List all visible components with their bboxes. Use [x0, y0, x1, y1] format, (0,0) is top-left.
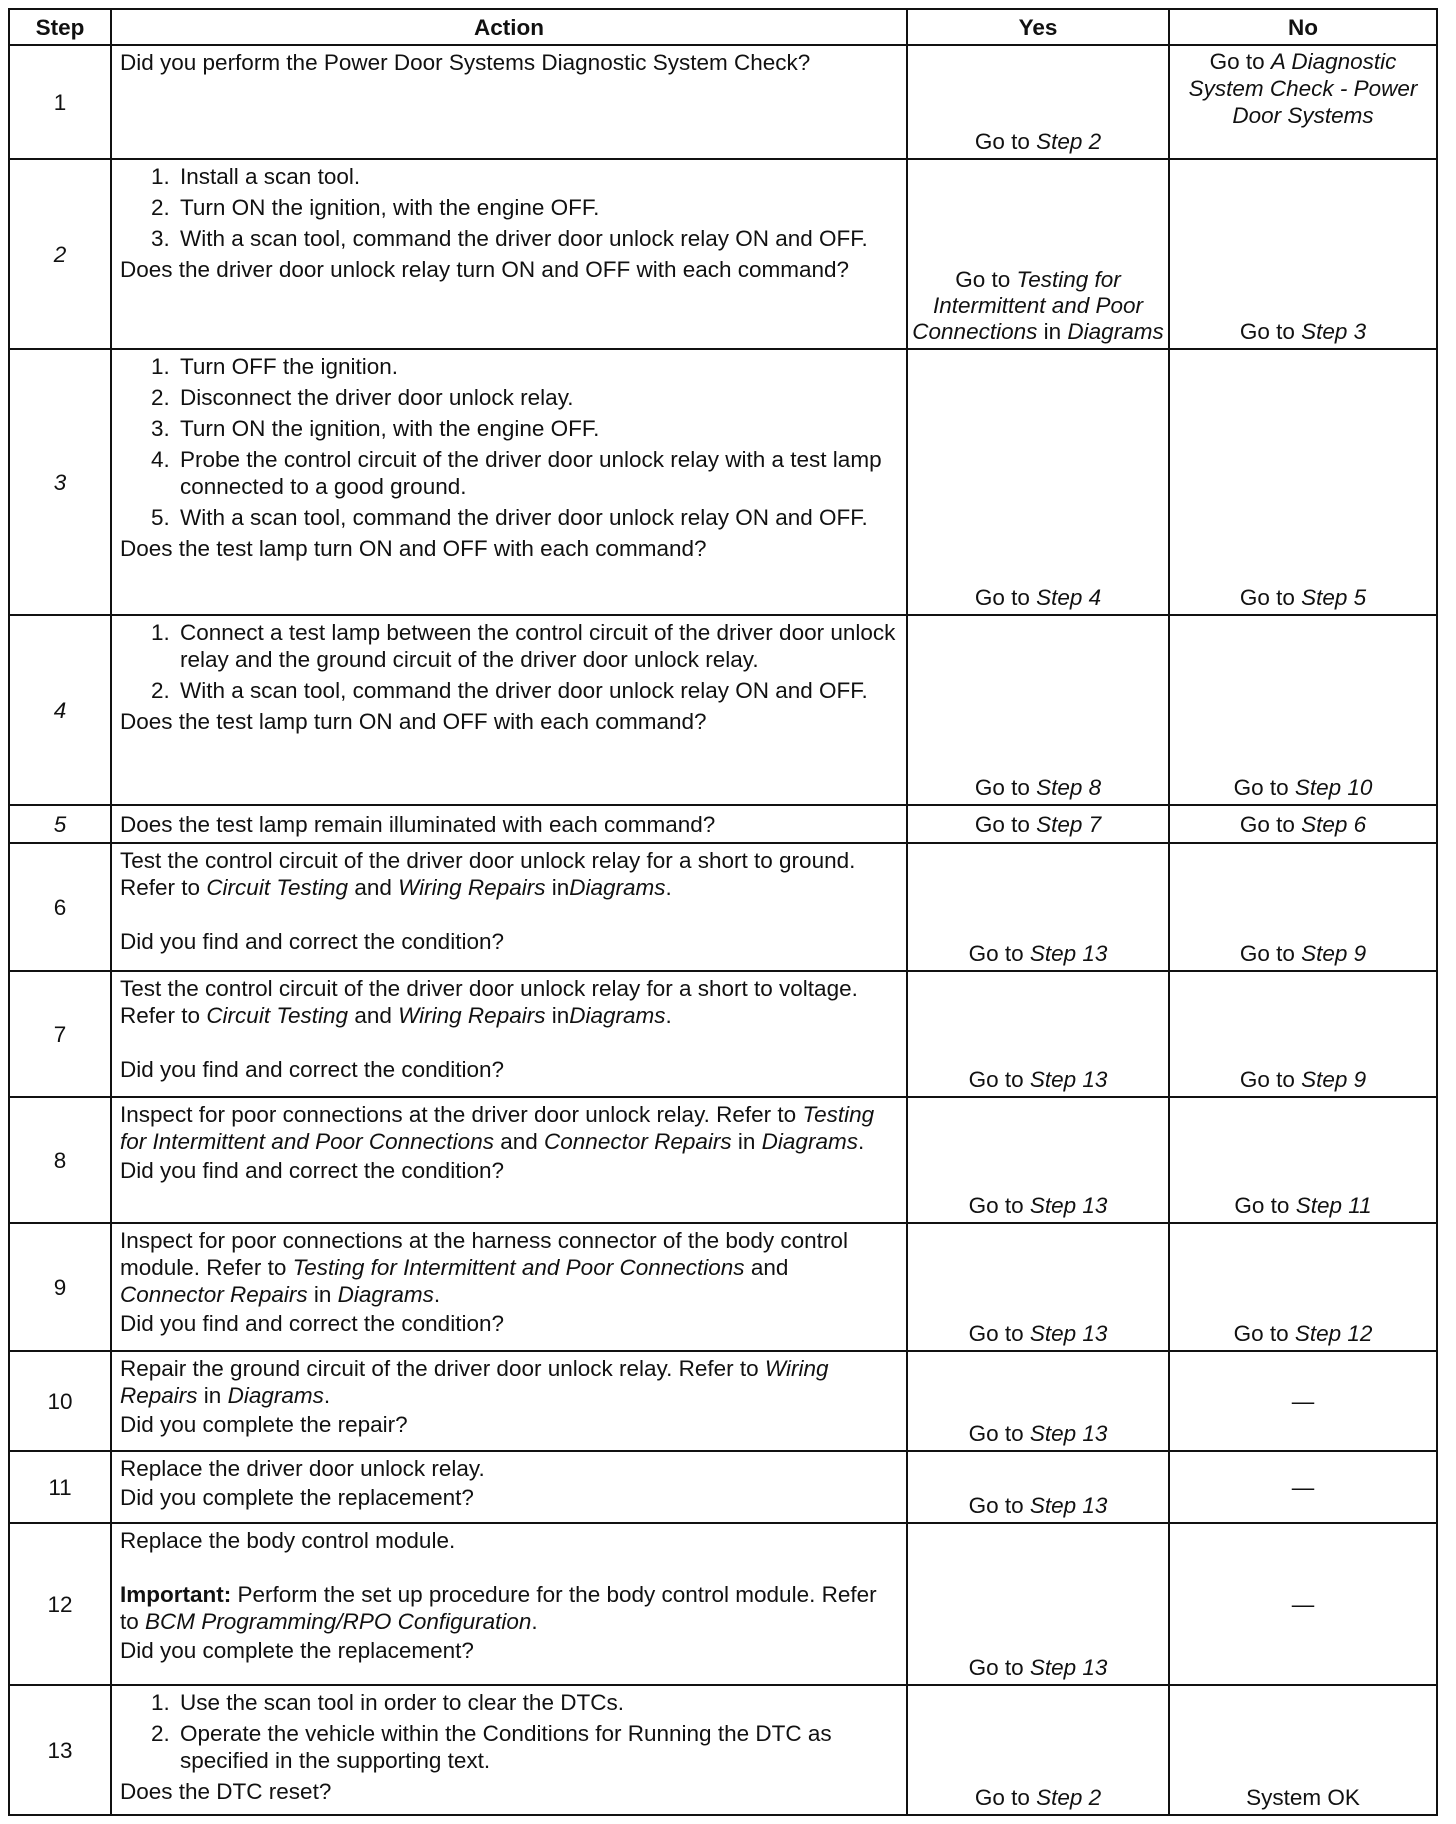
yes-target-link[interactable]: Step 4: [1036, 585, 1102, 610]
yes-cell: [907, 615, 1169, 805]
header-no: No: [1169, 9, 1437, 45]
header-step: Step: [9, 9, 111, 45]
yes-cell: [907, 805, 1169, 843]
action-cell: [111, 1223, 907, 1351]
important-text: Perform the set up procedure for the body control module. Refer to: [120, 1582, 877, 1634]
period: .: [323, 1383, 331, 1408]
goto-label: Go to: [1239, 585, 1295, 610]
period: .: [665, 875, 672, 900]
period: .: [433, 1282, 441, 1307]
diagnostic-table: [8, 8, 1438, 1816]
step-number: 10: [9, 1351, 111, 1451]
period: .: [665, 1003, 672, 1028]
action-cell: [111, 1523, 907, 1685]
action-cell: [111, 1685, 907, 1815]
action-question: Did you find and correct the condition?: [120, 1311, 504, 1336]
no-target-link[interactable]: A Diagnostic System Check - Power Door Systems: [1188, 49, 1418, 128]
yes-suffix-link[interactable]: Diagrams: [1067, 319, 1164, 344]
no-cell: [1169, 1685, 1437, 1815]
action-cell: [111, 1097, 907, 1223]
action-text: Replace the driver door unlock relay.: [120, 1456, 485, 1481]
in-label: in: [313, 1282, 332, 1307]
yes-cell: [907, 843, 1169, 971]
no-cell: [1169, 349, 1437, 615]
action-cell: [111, 45, 907, 159]
ref-circuit-testing[interactable]: Circuit Testing: [206, 1003, 349, 1028]
ref-connector-repairs[interactable]: Connector Repairs: [120, 1282, 308, 1307]
yes-cell: [907, 1523, 1169, 1685]
step-number: 12: [9, 1523, 111, 1685]
ref-testing-intermittent[interactable]: Testing for Intermittent and Poor Connections: [292, 1255, 745, 1280]
step-number: 1: [9, 45, 111, 159]
no-cell: [1169, 843, 1437, 971]
no-target-link[interactable]: Step 12: [1294, 1321, 1373, 1346]
yes-cell: [907, 971, 1169, 1097]
ref-bcm-programming[interactable]: BCM Programming/RPO Configuration: [145, 1609, 532, 1634]
yes-cell: [907, 159, 1169, 349]
step-number: 5: [9, 805, 111, 843]
table-row: [9, 843, 1437, 971]
and-label: and: [354, 875, 392, 900]
table-row: [9, 805, 1437, 843]
table-row: [9, 971, 1437, 1097]
ref-wiring-repairs[interactable]: Wiring Repairs: [120, 1356, 829, 1408]
ref-diagrams[interactable]: Diagrams: [227, 1383, 324, 1408]
list-item: 3. Turn ON the ignition, with the engine OFF.: [176, 415, 898, 442]
step-number: 3: [9, 349, 111, 615]
action-text-part: Test the control circuit of the driver door unlock relay for a short to voltage. Refer to: [120, 976, 858, 1028]
list-item: 3. With a scan tool, command the driver door unlock relay ON and OFF.: [176, 225, 898, 252]
action-text-part: Repair the ground circuit of the driver door unlock relay. Refer to: [120, 1356, 759, 1381]
header-action: Action: [111, 9, 907, 45]
step-number: 11: [9, 1451, 111, 1523]
action-text-part: Inspect for poor connections at the harness connector of the body control module. Refer to: [120, 1228, 848, 1280]
no-result-text: System OK: [1246, 1785, 1360, 1810]
no-target-link[interactable]: Step 5: [1301, 585, 1367, 610]
ref-circuit-testing[interactable]: Circuit Testing: [206, 875, 349, 900]
yes-cell: [907, 1097, 1169, 1223]
action-text: [120, 975, 898, 1029]
yes-target-link[interactable]: Step 7: [1036, 811, 1102, 837]
ref-diagrams[interactable]: Diagrams: [569, 875, 666, 900]
ref-diagrams[interactable]: Diagrams: [761, 1129, 858, 1154]
list-item: 1. Connect a test lamp between the control circuit of the driver door unlock relay and the ground circuit of the driver door unlock relay.: [176, 619, 898, 673]
no-cell: [1169, 159, 1437, 349]
action-question: Did you find and correct the condition?: [120, 1057, 504, 1082]
step-number: 2: [9, 159, 111, 349]
goto-label: Go to: [974, 1785, 1030, 1810]
goto-label: Go to: [1233, 775, 1289, 800]
action-text: Replace the body control module.: [120, 1528, 456, 1553]
action-steps-list: [120, 619, 898, 704]
no-cell: [1169, 805, 1437, 843]
action-question: Did you complete the repair?: [120, 1412, 408, 1437]
yes-cell: [907, 45, 1169, 159]
no-target-link[interactable]: Step 10: [1294, 775, 1373, 800]
table-row: [9, 159, 1437, 349]
table-row: [9, 1685, 1437, 1815]
yes-cell: [907, 1351, 1169, 1451]
yes-cell: [907, 1223, 1169, 1351]
action-text: [120, 1101, 898, 1155]
goto-label: Go to: [1233, 1321, 1289, 1346]
no-target-link[interactable]: Step 9: [1301, 1067, 1367, 1092]
goto-label: Go to: [1209, 49, 1265, 74]
goto-label: Go to: [968, 1193, 1024, 1218]
action-question: Did you complete the replacement?: [120, 1638, 474, 1663]
no-dash: —: [1291, 1388, 1315, 1414]
no-target-link[interactable]: Step 3: [1301, 319, 1367, 344]
yes-cell: [907, 1685, 1169, 1815]
goto-label: Go to: [974, 585, 1030, 610]
yes-target-link[interactable]: Step 13: [1029, 1493, 1108, 1518]
no-cell: [1169, 45, 1437, 159]
yes-target-link[interactable]: Step 13: [1029, 1421, 1108, 1446]
goto-label: Go to: [955, 267, 1011, 292]
action-question: Did you complete the replacement?: [120, 1485, 474, 1510]
yes-cell: [907, 349, 1169, 615]
yes-target-link[interactable]: Step 13: [1029, 1067, 1108, 1092]
action-cell: [111, 615, 907, 805]
step-number: 4: [9, 615, 111, 805]
step-number: 8: [9, 1097, 111, 1223]
ref-connector-repairs[interactable]: Connector Repairs: [544, 1129, 732, 1154]
action-question: Does the test lamp remain illuminated with each command?: [120, 811, 716, 837]
no-dash: —: [1291, 1474, 1315, 1500]
action-steps-list: [120, 163, 898, 252]
goto-label: Go to: [1239, 941, 1295, 966]
no-cell: [1169, 615, 1437, 805]
no-target-link[interactable]: Step 9: [1301, 941, 1367, 966]
no-target-link[interactable]: Step 11: [1295, 1193, 1372, 1218]
diagnostic-document: [8, 8, 1436, 1816]
table-row: [9, 1351, 1437, 1451]
important-note: [120, 1581, 898, 1635]
action-cell: [111, 805, 907, 843]
action-cell: [111, 1351, 907, 1451]
action-cell: [111, 349, 907, 615]
no-dash: —: [1291, 1591, 1315, 1617]
action-cell: [111, 159, 907, 349]
action-question: Does the DTC reset?: [120, 1779, 332, 1804]
goto-label: Go to: [974, 775, 1030, 800]
header-yes: Yes: [907, 9, 1169, 45]
action-text: [120, 1355, 898, 1409]
ref-diagrams[interactable]: Diagrams: [569, 1003, 666, 1028]
action-cell: [111, 1451, 907, 1523]
list-item: 2. With a scan tool, command the driver door unlock relay ON and OFF.: [176, 677, 898, 704]
table-row: [9, 349, 1437, 615]
goto-label: Go to: [968, 1321, 1024, 1346]
no-cell: [1169, 1451, 1437, 1523]
step-number: 6: [9, 843, 111, 971]
action-text: [120, 847, 898, 901]
action-question: Does the test lamp turn ON and OFF with each command?: [120, 709, 707, 734]
table-row: [9, 1451, 1437, 1523]
yes-target-link[interactable]: Testing for Intermittent and Poor Connections: [912, 267, 1144, 344]
no-cell: [1169, 1523, 1437, 1685]
and-label: and: [750, 1255, 789, 1280]
table-row: [9, 1223, 1437, 1351]
action-cell: [111, 971, 907, 1097]
no-cell: [1169, 1097, 1437, 1223]
action-text: [120, 1227, 898, 1308]
action-text-part: Test the control circuit of the driver door unlock relay for a short to ground. Refer to: [120, 848, 856, 900]
in-label: in: [551, 1003, 570, 1028]
action-steps-list: [120, 1689, 898, 1774]
goto-label: Go to: [968, 1655, 1024, 1680]
yes-target-link[interactable]: Step 2: [1036, 129, 1102, 154]
list-item: 1. Use the scan tool in order to clear the DTCs.: [176, 1689, 898, 1716]
yes-target-link[interactable]: Step 13: [1029, 941, 1108, 966]
action-question: Does the driver door unlock relay turn ON and OFF with each command?: [120, 257, 850, 282]
table-row: [9, 1523, 1437, 1685]
goto-label: Go to: [1239, 319, 1295, 344]
list-item: 2. Operate the vehicle within the Conditions for Running the DTC as specified in the supporting text.: [176, 1720, 898, 1774]
list-item: 1. Turn OFF the ignition.: [176, 353, 898, 380]
yes-target-link[interactable]: Step 8: [1036, 775, 1102, 800]
table-row: [9, 615, 1437, 805]
action-steps-list: [120, 353, 898, 531]
goto-label: Go to: [1239, 1067, 1295, 1092]
no-cell: [1169, 971, 1437, 1097]
ref-testing-intermittent[interactable]: Testing for Intermittent and Poor Connections: [120, 1102, 875, 1154]
table-row: [9, 45, 1437, 159]
step-number: 13: [9, 1685, 111, 1815]
ref-wiring-repairs[interactable]: Wiring Repairs: [398, 1003, 546, 1028]
list-item: 4. Probe the control circuit of the driver door unlock relay with a test lamp connected to a good ground.: [176, 446, 898, 500]
action-cell: [111, 843, 907, 971]
and-label: and: [354, 1003, 392, 1028]
goto-label: Go to: [968, 941, 1024, 966]
and-label: and: [500, 1129, 538, 1154]
period: .: [857, 1129, 865, 1154]
action-question: Did you perform the Power Door Systems Diagnostic System Check?: [120, 50, 811, 75]
no-target-link[interactable]: Step 6: [1301, 811, 1367, 837]
in-label: in: [203, 1383, 222, 1408]
yes-target-link[interactable]: Step 13: [1029, 1193, 1108, 1218]
in-label: in: [551, 875, 570, 900]
goto-label: Go to: [974, 129, 1030, 154]
in-label: in: [1043, 319, 1062, 344]
period: .: [531, 1609, 538, 1634]
yes-target-link[interactable]: Step 13: [1029, 1655, 1108, 1680]
header-row: [9, 9, 1437, 45]
step-number: 7: [9, 971, 111, 1097]
list-item: 2. Disconnect the driver door unlock relay.: [176, 384, 898, 411]
ref-wiring-repairs[interactable]: Wiring Repairs: [398, 875, 546, 900]
list-item: 1. Install a scan tool.: [176, 163, 898, 190]
yes-target-link[interactable]: Step 13: [1029, 1321, 1108, 1346]
goto-label: Go to: [968, 1493, 1024, 1518]
goto-label: Go to: [968, 1421, 1024, 1446]
action-question: Did you find and correct the condition?: [120, 1158, 504, 1183]
action-text-part: Inspect for poor connections at the driver door unlock relay. Refer to: [120, 1102, 797, 1127]
important-label: Important:: [120, 1582, 232, 1607]
yes-target-link[interactable]: Step 2: [1036, 1785, 1102, 1810]
goto-label: Go to: [1239, 811, 1295, 837]
no-cell: [1169, 1223, 1437, 1351]
list-item: 2. Turn ON the ignition, with the engine OFF.: [176, 194, 898, 221]
no-cell: [1169, 1351, 1437, 1451]
yes-cell: [907, 1451, 1169, 1523]
goto-label: Go to: [974, 811, 1030, 837]
action-question: Did you find and correct the condition?: [120, 929, 504, 954]
goto-label: Go to: [1234, 1193, 1290, 1218]
goto-label: Go to: [968, 1067, 1024, 1092]
in-label: in: [737, 1129, 756, 1154]
action-question: Does the test lamp turn ON and OFF with each command?: [120, 536, 707, 561]
ref-diagrams[interactable]: Diagrams: [337, 1282, 434, 1307]
table-row: [9, 1097, 1437, 1223]
step-number: 9: [9, 1223, 111, 1351]
list-item: 5. With a scan tool, command the driver door unlock relay ON and OFF.: [176, 504, 898, 531]
